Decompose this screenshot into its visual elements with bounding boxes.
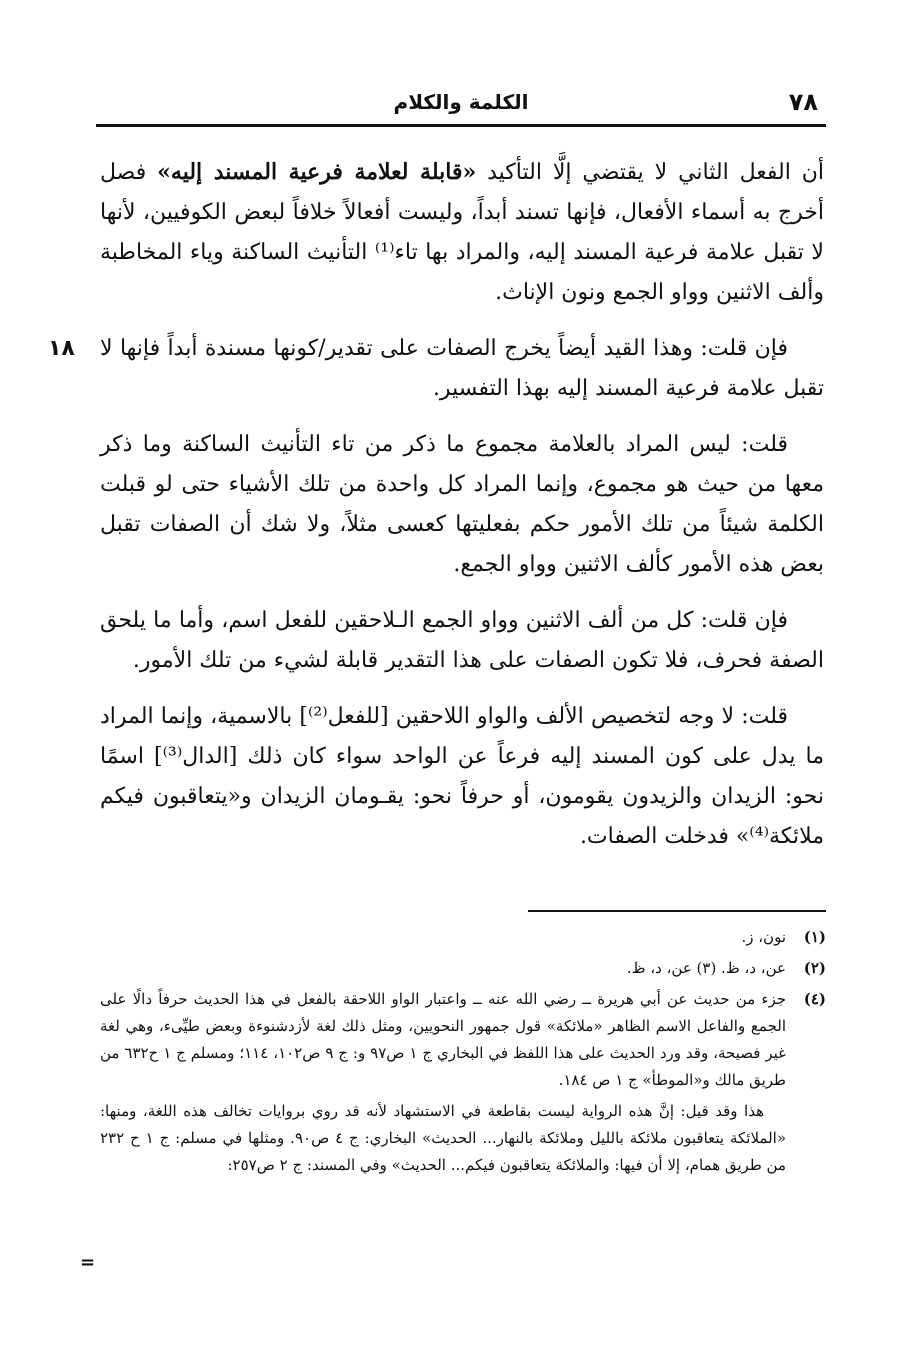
footnote <box>100 986 826 1094</box>
running-title: الكلمة والكلام <box>393 90 529 114</box>
main-text <box>100 152 824 873</box>
footnote-text: جزء من حديث عن أبي هريرة ــ رضي الله عنه ــ واعتبار الواو اللاحقة بالفعل في هذا الحديث حرفاً دالًا على الجمع والفاعل الاسم الظاهر «ملائكة» قول جمهور النحويين، ومثل ذلك لغة لأزدشنوءة وبعض طيِّىء، وهي لغة غير فصيحة، وقد ورد الحديث على هذا اللفظ في البخاري ج ١ ص٩٧ و: ج ٩ ص١٠٢، ١١٤؛ ومسلم ج ١ ح٦٣٢ من طريق مالك و«الموطأ» ج ١ ص ١٨٤. <box>100 990 787 1089</box>
footnote <box>100 955 826 982</box>
footnote-separator <box>528 910 826 912</box>
page-number: ٧٨ <box>788 88 818 116</box>
bold-phrase: «قابلة لعلامة فرعية المسند إليه» <box>157 159 477 185</box>
footnote-text: نون، ز. <box>741 928 786 946</box>
paragraph-4: فإن قلت: كل من ألف الاثنين وواو الجمع الـلاحقين للفعل اسم، وأما ما يلحق الصفة فحرف، فلا تكون الصفات على هذا التقدير قابلة لشيء من تلك الأمور. <box>100 608 824 673</box>
footnote-continuation: هذا وقد قيل: إنَّ هذه الرواية ليست بقاطعة في الاستشهاد لأنه قد روي بروايات تخالف هذه اللغة، ومنها: «الملائكة يتعاقبون ملائكة بالليل وملائكة بالنهار... الحديث» البخاري: ج ٤ ص٩٠. ومثلها في مسلم: ج ١ ح ٢٣٢ من طريق همام، إلا أن فيها: والملائكة يتعاقبون فيكم... الحديث» وفي المسند: ج ٢ ص٢٥٧: <box>100 1102 787 1174</box>
footnote-number: (١) <box>803 928 826 946</box>
footnote-number: (٢) <box>803 959 826 977</box>
paragraph-1-rest: فصل أخرج به أسماء الأفعال، فإنها تسند أبداً، وليست أفعالاً خلافاً لبعض الكوفيين، لأنها لا تقبل علامة فرعية المسند إليه، والمراد بها تاء⁽¹⁾ التأنيث الساكنة وياء المخاطبة وألف الاثنين وواو الجمع ونون الإناث. <box>100 160 824 305</box>
footnote-text: عن، د، ظ. (٣) عن، د، ظ. <box>626 959 786 977</box>
page-header <box>96 88 826 127</box>
paragraph-3: قلت: ليس المراد بالعلامة مجموع ما ذكر من تاء التأنيث الساكنة وما ذكر معها من حيث هو مجموع، وإنما المراد كل واحدة من تلك الأشياء حتى لو قبلت الكلمة شيئاً من تلك الأمور حكم بفعليتها كعسى مثلاً، ولا شك أن الصفات تقبل بعض هذه الأمور كألف الاثنين وواو الجمع. <box>100 432 824 577</box>
paragraph-5: قلت: لا وجه لتخصيص الألف والواو اللاحقين [للفعل⁽²⁾] بالاسمية، وإنما المراد ما يدل على كون المسند إليه فرعاً عن الواحد سواء كان ذلك [الدال⁽³⁾] اسمًا نحو: الزيدان والزيدون يقومون، أو حرفاً نحو: يقـومان الزيدان و«يتعاقبون فيكم ملائكة⁽⁴⁾» فدخلت الصفات. <box>100 704 824 849</box>
footnote <box>100 924 826 951</box>
footnotes <box>100 924 826 1179</box>
paragraph-1-lead: أن الفعل الثاني لا يقتضي إلَّا التأكيد <box>476 160 824 185</box>
margin-manuscript-number: ١٨ <box>48 336 75 361</box>
footnote-number: (٤) <box>803 990 826 1008</box>
paragraph-2: فإن قلت: وهذا القيد أيضاً يخرج الصفات على تقدير/كونها مسندة أبداً فإنها لا تقبل علامة فرعية المسند إليه بهذا التفسير. <box>100 336 824 401</box>
continuation-mark: = <box>80 1252 96 1273</box>
paragraph-1 <box>100 152 824 313</box>
